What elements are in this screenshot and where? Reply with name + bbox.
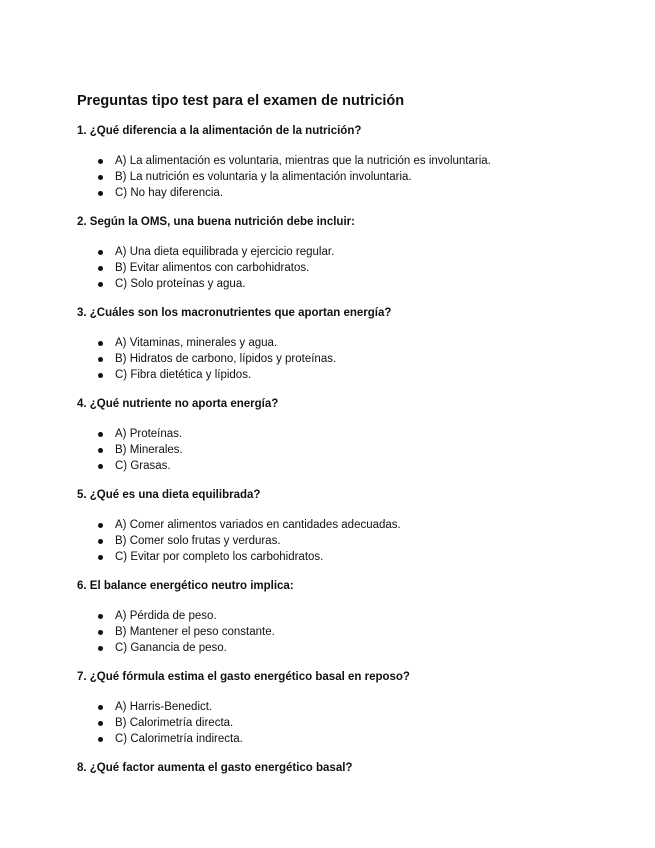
answer-option-text: C) Ganancia de peso. [115,642,227,654]
answer-option [77,731,637,747]
bullet-icon [98,175,103,180]
question-text: 1. ¿Qué diferencia a la alimentación de la nutrición? [77,125,362,137]
answer-option-text: C) Evitar por completo los carbohidratos. [115,551,324,563]
answer-option [77,442,637,458]
answer-option [77,699,637,715]
answer-option-text: C) No hay diferencia. [115,187,224,199]
question-text: 5. ¿Qué es una dieta equilibrada? [77,489,261,501]
answer-option-text: A) Proteínas. [115,428,183,440]
answer-option [77,153,637,169]
answer-option [77,715,637,731]
answer-option-text: A) Pérdida de peso. [115,610,217,622]
answer-option [77,517,637,533]
bullet-icon [98,523,103,528]
bullet-icon [98,448,103,453]
bullet-icon [98,705,103,710]
answer-option [77,169,637,185]
answer-option [77,351,637,367]
answer-option-text: C) Fibra dietética y lípidos. [115,369,252,381]
answer-option [77,244,637,260]
question-text: 2. Según la OMS, una buena nutrición debe incluir: [77,216,355,228]
answer-option [77,185,637,201]
answer-option-text: B) La nutrición es voluntaria y la alimentación involuntaria. [115,171,412,183]
option-list [77,517,637,565]
answer-option [77,260,637,276]
bullet-icon [98,555,103,560]
question-block [77,761,637,775]
question-block [77,306,637,383]
bullet-icon [98,614,103,619]
answer-option [77,549,637,565]
answer-option-text: A) Vitaminas, minerales y agua. [115,337,278,349]
option-list [77,699,637,747]
option-list [77,426,637,474]
answer-option [77,608,637,624]
bullet-icon [98,191,103,196]
answer-option-text: A) Una dieta equilibrada y ejercicio regular. [115,246,335,258]
answer-option [77,335,637,351]
answer-option-text: A) Comer alimentos variados en cantidades adecuadas. [115,519,401,531]
question-text: 7. ¿Qué fórmula estima el gasto energético basal en reposo? [77,671,410,683]
answer-option-text: B) Hidratos de carbono, lípidos y proteínas. [115,353,337,365]
answer-option-text: B) Comer solo frutas y verduras. [115,535,281,547]
question-block [77,124,637,201]
answer-option-text: B) Calorimetría directa. [115,717,234,729]
bullet-icon [98,357,103,362]
bullet-icon [98,539,103,544]
answer-option-text: B) Evitar alimentos con carbohidratos. [115,262,310,274]
answer-option [77,640,637,656]
question-block [77,215,637,292]
option-list [77,244,637,292]
bullet-icon [98,646,103,651]
question-block [77,670,637,747]
option-list [77,608,637,656]
question-text: 8. ¿Qué factor aumenta el gasto energético basal? [77,762,353,774]
answer-option [77,426,637,442]
answer-option [77,624,637,640]
question-block [77,579,637,656]
bullet-icon [98,464,103,469]
question-text: 6. El balance energético neutro implica: [77,580,294,592]
document-page [77,92,637,790]
question-block [77,488,637,565]
bullet-icon [98,250,103,255]
question-block [77,397,637,474]
answer-option-text: C) Solo proteínas y agua. [115,278,246,290]
bullet-icon [98,721,103,726]
bullet-icon [98,341,103,346]
answer-option-text: C) Calorimetría indirecta. [115,733,243,745]
answer-option [77,276,637,292]
bullet-icon [98,159,103,164]
question-text: 4. ¿Qué nutriente no aporta energía? [77,398,279,410]
question-text: 3. ¿Cuáles son los macronutrientes que aportan energía? [77,307,392,319]
document-title: Preguntas tipo test para el examen de nutrición [77,93,405,109]
answer-option-text: A) Harris-Benedict. [115,701,213,713]
bullet-icon [98,266,103,271]
bullet-icon [98,282,103,287]
answer-option [77,533,637,549]
answer-option-text: B) Mantener el peso constante. [115,626,275,638]
bullet-icon [98,432,103,437]
bullet-icon [98,630,103,635]
answer-option [77,367,637,383]
answer-option-text: A) La alimentación es voluntaria, mientras que la nutrición es involuntaria. [115,155,491,167]
answer-option-text: C) Grasas. [115,460,171,472]
question-list [77,124,637,775]
bullet-icon [98,737,103,742]
option-list [77,153,637,201]
answer-option [77,458,637,474]
option-list [77,335,637,383]
answer-option-text: B) Minerales. [115,444,183,456]
bullet-icon [98,373,103,378]
